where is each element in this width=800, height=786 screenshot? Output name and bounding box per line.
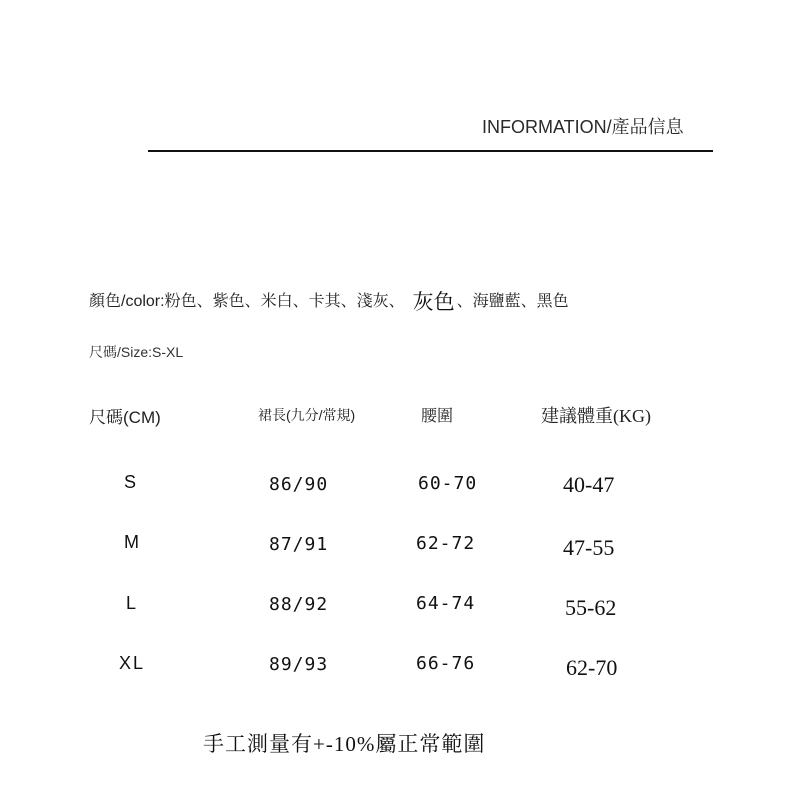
row-s-weight: 40-47 bbox=[563, 472, 615, 497]
header-length: 裙長(九分/常規) bbox=[258, 407, 356, 423]
row-s-size: S bbox=[124, 472, 137, 492]
header-weight: 建議體重(KG) bbox=[541, 406, 651, 426]
row-m-weight: 47-55 bbox=[563, 535, 615, 560]
row-s-length: 86/90 bbox=[269, 474, 329, 495]
row-l-waist: 64-74 bbox=[416, 593, 476, 614]
row-m-waist: 62-72 bbox=[416, 533, 476, 554]
colors-list-a: 粉色、紫色、米白、卡其、淺灰、 bbox=[164, 293, 405, 310]
header-waist: 腰圍 bbox=[421, 408, 454, 425]
row-xl-waist: 66-76 bbox=[416, 653, 476, 674]
size-range: 尺碼/Size:S-XL bbox=[89, 344, 184, 360]
row-xl-weight: 62-70 bbox=[566, 655, 618, 680]
info-title: INFORMATION/產品信息 bbox=[482, 117, 684, 137]
row-l-size: L bbox=[126, 593, 137, 613]
header-size: 尺碼(CM) bbox=[89, 408, 161, 427]
row-l-weight: 55-62 bbox=[565, 595, 617, 620]
title-divider bbox=[148, 150, 713, 152]
color-highlight: 灰色 bbox=[412, 290, 455, 314]
row-m-size: M bbox=[124, 532, 139, 552]
measurement-note: 手工測量有+-10%屬正常範圍 bbox=[203, 732, 486, 756]
row-xl-size: XL bbox=[119, 653, 146, 673]
row-l-length: 88/92 bbox=[269, 594, 329, 615]
row-m-length: 87/91 bbox=[269, 534, 329, 555]
color-options bbox=[89, 283, 569, 313]
row-xl-length: 89/93 bbox=[269, 654, 329, 675]
row-s-waist: 60-70 bbox=[418, 473, 478, 494]
colors-label: 顏色/color: bbox=[89, 293, 165, 310]
colors-list-b: 、海鹽藍、黑色 bbox=[456, 293, 569, 310]
